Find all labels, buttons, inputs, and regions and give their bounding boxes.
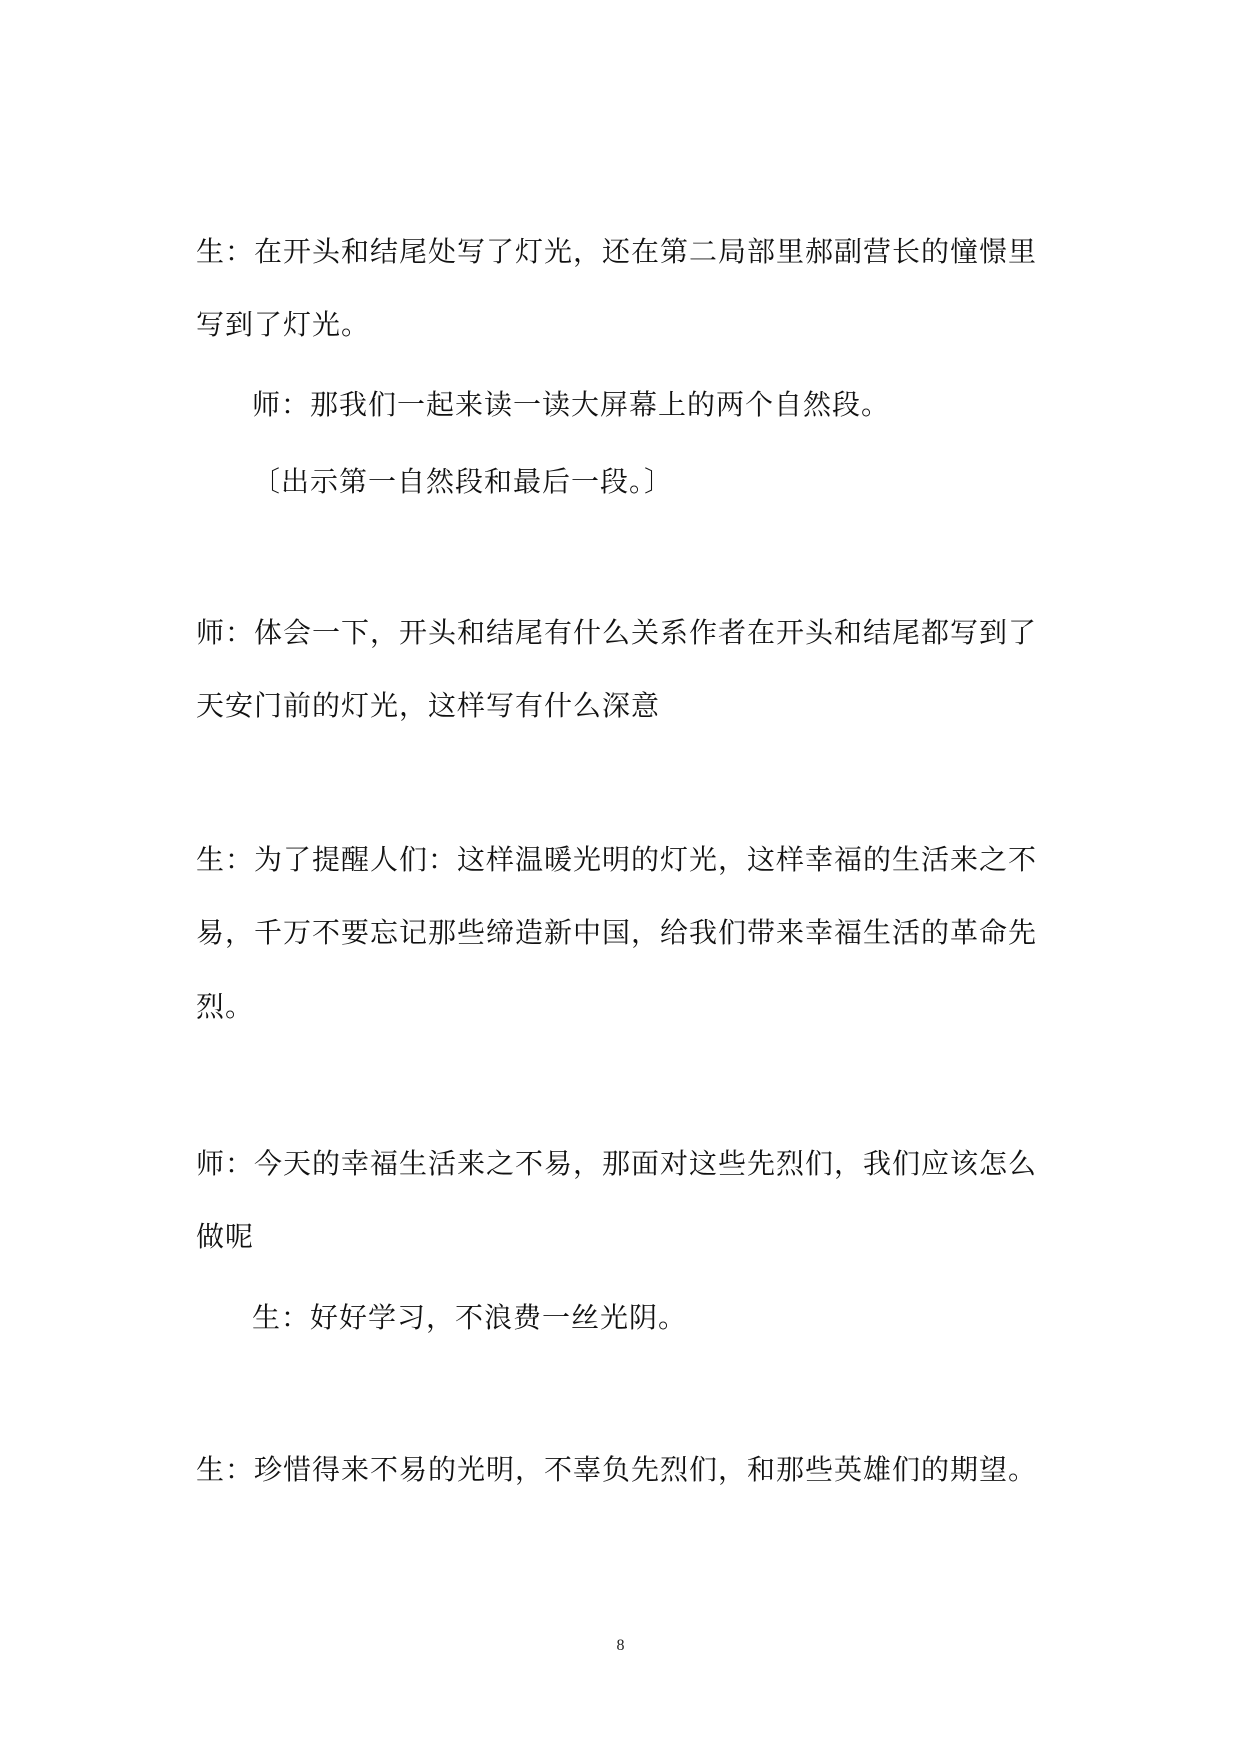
dialogue-line-teacher-2-cont: 天安门前的灯光，这样写有什么深意 [196,689,661,722]
dialogue-line-teacher-2: 师：体会一下，开头和结尾有什么关系作者在开头和结尾都写到了 [196,616,1038,649]
dialogue-line-student-2-end: 烈。 [196,990,255,1023]
stage-direction: 〔出示第一自然段和最后一段。〕 [252,465,674,498]
dialogue-line-student-1-cont: 写到了灯光。 [196,308,371,341]
dialogue-line-student-2-cont: 易，千万不要忘记那些缔造新中国，给我们带来幸福生活的革命先 [196,916,1038,949]
dialogue-line-student-2: 生：为了提醒人们：这样温暖光明的灯光，这样幸福的生活来之不 [196,843,1038,876]
page-number: 8 [616,1637,625,1654]
dialogue-line-student-1: 生：在开头和结尾处写了灯光，还在第二局部里郝副营长的憧憬里 [196,235,1038,268]
dialogue-line-teacher-3: 师：今天的幸福生活来之不易，那面对这些先烈们，我们应该怎么 [196,1147,1038,1180]
dialogue-line-teacher-3-cont: 做呢 [196,1220,255,1253]
dialogue-line-teacher-1: 师：那我们一起来读一读大屏幕上的两个自然段。 [252,388,891,421]
dialogue-line-student-3: 生：好好学习，不浪费一丝光阴。 [252,1301,688,1334]
dialogue-line-student-4: 生：珍惜得来不易的光明，不辜负先烈们，和那些英雄们的期望。 [196,1453,1038,1486]
